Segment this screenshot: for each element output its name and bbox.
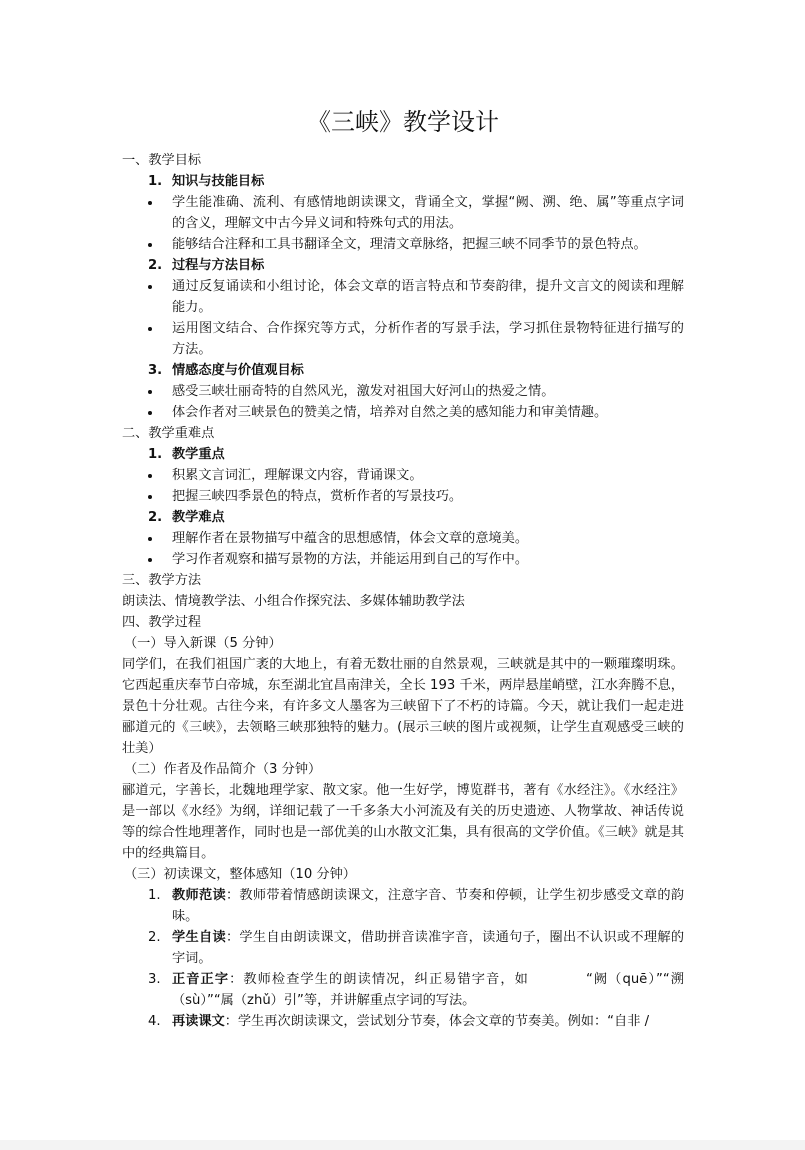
section-heading: 二、教学重难点 [122, 426, 215, 441]
bullet-item: 通过反复诵读和小组讨论，体会文章的语言特点和节奏韵律，提升文言文的阅读和理解能力。 [122, 276, 684, 318]
numbered-heading [122, 507, 684, 528]
heading-number: 3. [148, 363, 163, 378]
section-heading: 一、教学目标 [122, 153, 202, 168]
document-body [122, 100, 684, 1032]
bullet-item: 能够结合注释和工具书翻译全文，理清文章脉络，把握三峡不同季节的景色特点。 [122, 234, 684, 255]
bullet-item: 体会作者对三峡景色的赞美之情，培养对自然之美的感知能力和审美情趣。 [122, 402, 684, 423]
steps-list [122, 885, 684, 1032]
step-item [122, 1011, 684, 1032]
bullet-list [122, 192, 684, 255]
section-heading: 三、教学方法 [122, 573, 202, 588]
step-label: 再读课文 [172, 1014, 225, 1029]
numbered-heading [122, 171, 684, 192]
heading-number: 1. [148, 447, 163, 462]
heading-text: 教学难点 [172, 510, 225, 525]
step-item [122, 927, 684, 969]
bullet-item: 感受三峡壮丽奇特的自然风光，激发对祖国大好河山的热爱之情。 [122, 381, 684, 402]
bullet-item: 运用图文结合、合作探究等方式，分析作者的写景手法，学习抓住景物特征进行描写的方法。 [122, 318, 684, 360]
bullet-list [122, 276, 684, 360]
step-number: 3. [148, 972, 161, 987]
subsection-heading: （三）初读课文，整体感知（10 分钟） [124, 867, 356, 882]
subsection-heading: （二）作者及作品简介（3 分钟） [124, 762, 322, 777]
step-text: ：学生再次朗读课文，尝试划分节奏，体会文章的节奏美。例如：“自非 / [224, 1014, 650, 1029]
heading-text: 情感态度与价值观目标 [172, 363, 304, 378]
bullet-item: 积累文言词汇，理解课文内容，背诵课文。 [122, 465, 684, 486]
author-paragraph: 郦道元，字善长，北魏地理学家、散文家。他一生好学，博览群书，著有《水经注》。《水经注》是一部以《水经》为纲，详细记载了一千多条大小河流及有关的历史遗迹、人物掌故、神话传说等的综合性地理著作，同时也是一部优美的山水散文汇集，具有很高的文学价值。《三峡》就是其中的经典篇目。 [122, 783, 684, 861]
heading-number: 2. [148, 258, 163, 273]
step-text: ：学生自由朗读课文，借助拼音读准字音，读通句子，圈出不认识或不理解的字词。 [172, 930, 685, 966]
step-text: ：教师带着情感朗读课文，注意字音、节奏和停顿，让学生初步感受文章的韵味。 [172, 888, 685, 924]
bullet-list [122, 465, 684, 507]
section-heading: 四、教学过程 [122, 615, 202, 630]
bullet-list [122, 528, 684, 570]
step-item [122, 969, 684, 1011]
step-label: 教师范读 [172, 888, 226, 903]
heading-number: 1. [148, 174, 163, 189]
step-text: ：教师检查学生的朗读情况，纠正易错字音，如 “阙（quē）”“溯（sù）”“属（zhǔ）引”等，并讲解重点字词的写法。 [172, 972, 684, 1008]
numbered-heading [122, 255, 684, 276]
heading-number: 2. [148, 510, 163, 525]
numbered-heading [122, 444, 684, 465]
heading-text: 教学重点 [172, 447, 225, 462]
bullet-item: 学习作者观察和描写景物的方法，并能运用到自己的写作中。 [122, 549, 684, 570]
methods-text: 朗读法、情境教学法、小组合作探究法、多媒体辅助教学法 [122, 594, 465, 609]
heading-text: 过程与方法目标 [172, 258, 265, 273]
subsection-heading: （一）导入新课（5 分钟） [124, 636, 282, 651]
heading-text: 知识与技能目标 [172, 174, 265, 189]
bullet-item: 理解作者在景物描写中蕴含的思想感情，体会文章的意境美。 [122, 528, 684, 549]
page-title: 《三峡》教学设计 [307, 108, 499, 136]
bullet-list [122, 381, 684, 423]
bullet-item: 把握三峡四季景色的特点，赏析作者的写景技巧。 [122, 486, 684, 507]
step-label: 学生自读 [172, 930, 226, 945]
bullet-item: 学生能准确、流利、有感情地朗读课文，背诵全文，掌握“阙、溯、绝、属”等重点字词的含义，理解文中古今异义词和特殊句式的用法。 [122, 192, 684, 234]
step-number: 4. [148, 1014, 161, 1029]
step-item [122, 885, 684, 927]
numbered-heading [122, 360, 684, 381]
intro-paragraph: 同学们，在我们祖国广袤的大地上，有着无数壮丽的自然景观，三峡就是其中的一颗璀璨明珠。它西起重庆奉节白帝城，东至湖北宜昌南津关，全长 193 千米，两岸悬崖峭壁，江水奔腾不息，景色十分壮观。古往今来，有许多文人墨客为三峡留下了不朽的诗篇。今天，就让我们一起走进郦道元的《三峡》，去领略三峡那独特的魅力。(展示三峡的图片或视频，让学生直观感受三峡的壮美） [122, 657, 684, 756]
step-number: 1. [148, 888, 161, 903]
step-number: 2. [148, 930, 161, 945]
step-label: 正音正字 [172, 972, 230, 987]
